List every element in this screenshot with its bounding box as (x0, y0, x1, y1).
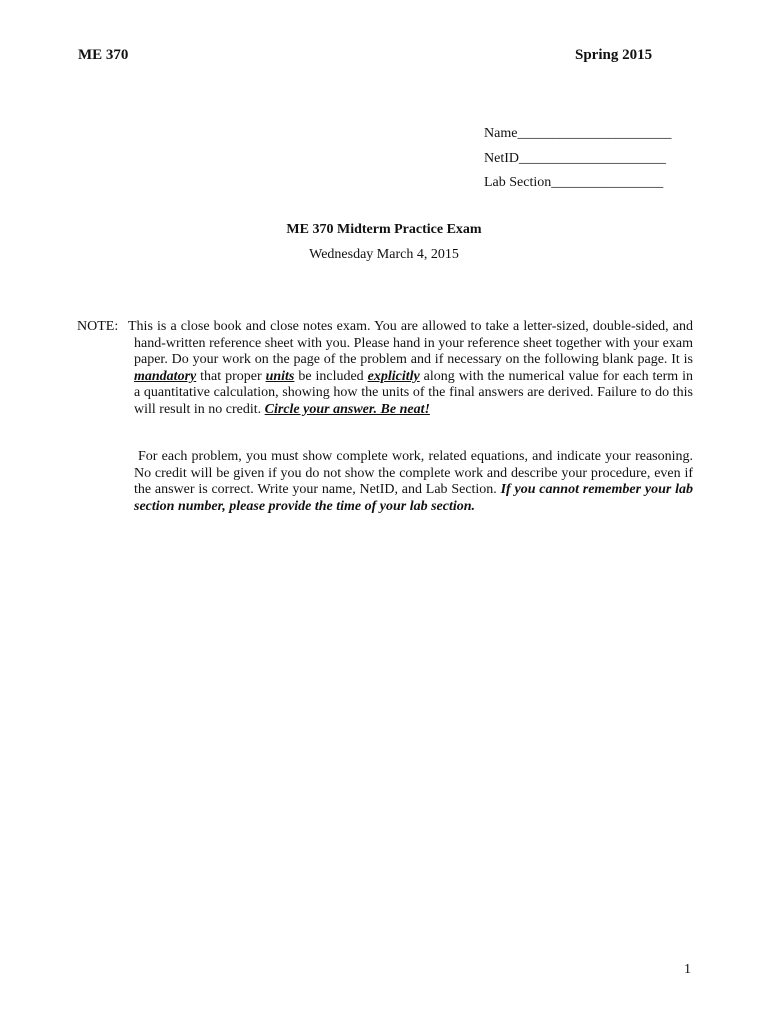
note-text-4: along with the numerical value for each term in a quantitative calculation, showing how the units of the final answers are derived. Failure to do this will result in no credit. (134, 368, 694, 417)
note-units: units (265, 368, 295, 384)
note-label: NOTE: (77, 319, 119, 334)
note-explicitly: explicitly (367, 368, 420, 384)
note-circle-answer: Circle your answer. Be neat! (264, 401, 430, 417)
name-label: Name (484, 126, 518, 141)
note-mandatory: mandatory (134, 368, 197, 384)
term: Spring 2015 (575, 47, 653, 63)
note-paragraph (128, 319, 694, 418)
note-text-1: This is a close book and close notes exam. You are allowed to take a letter-sized, double-sided, and hand-written reference sheet with you. Please hand in your reference sheet together with your exam paper. Do your work on the page of the problem and if necessary on the following blank page. It is (128, 319, 693, 367)
name-field[interactable] (484, 126, 671, 142)
course-code: ME 370 (78, 47, 129, 63)
netid-field[interactable] (484, 151, 666, 167)
lab-section-blank[interactable]: ________________ (551, 175, 664, 190)
instructions-text: For each problem, you must show complete work, related equations, and indicate your reasoning. No credit will be given if you do not show the complete work and describe your procedure, even if the answer is correct. Write your name, NetID, and Lab Section. (134, 449, 693, 497)
netid-blank[interactable]: _____________________ (519, 151, 666, 166)
lab-section-label: Lab Section (484, 175, 552, 190)
netid-label: NetID (484, 151, 519, 166)
exam-date: Wednesday March 4, 2015 (309, 247, 459, 262)
exam-title: ME 370 Midterm Practice Exam (286, 222, 482, 237)
note-text-3: be included (294, 368, 368, 384)
lab-section-field[interactable] (484, 175, 663, 191)
instructions-paragraph (134, 449, 693, 515)
instructions-emphasis: If you cannot remember your lab section number, please provide the time of your lab section. (134, 482, 693, 514)
note-text-2: that proper (196, 368, 266, 384)
page-number: 1 (684, 962, 691, 977)
name-blank[interactable]: ______________________ (517, 126, 672, 141)
